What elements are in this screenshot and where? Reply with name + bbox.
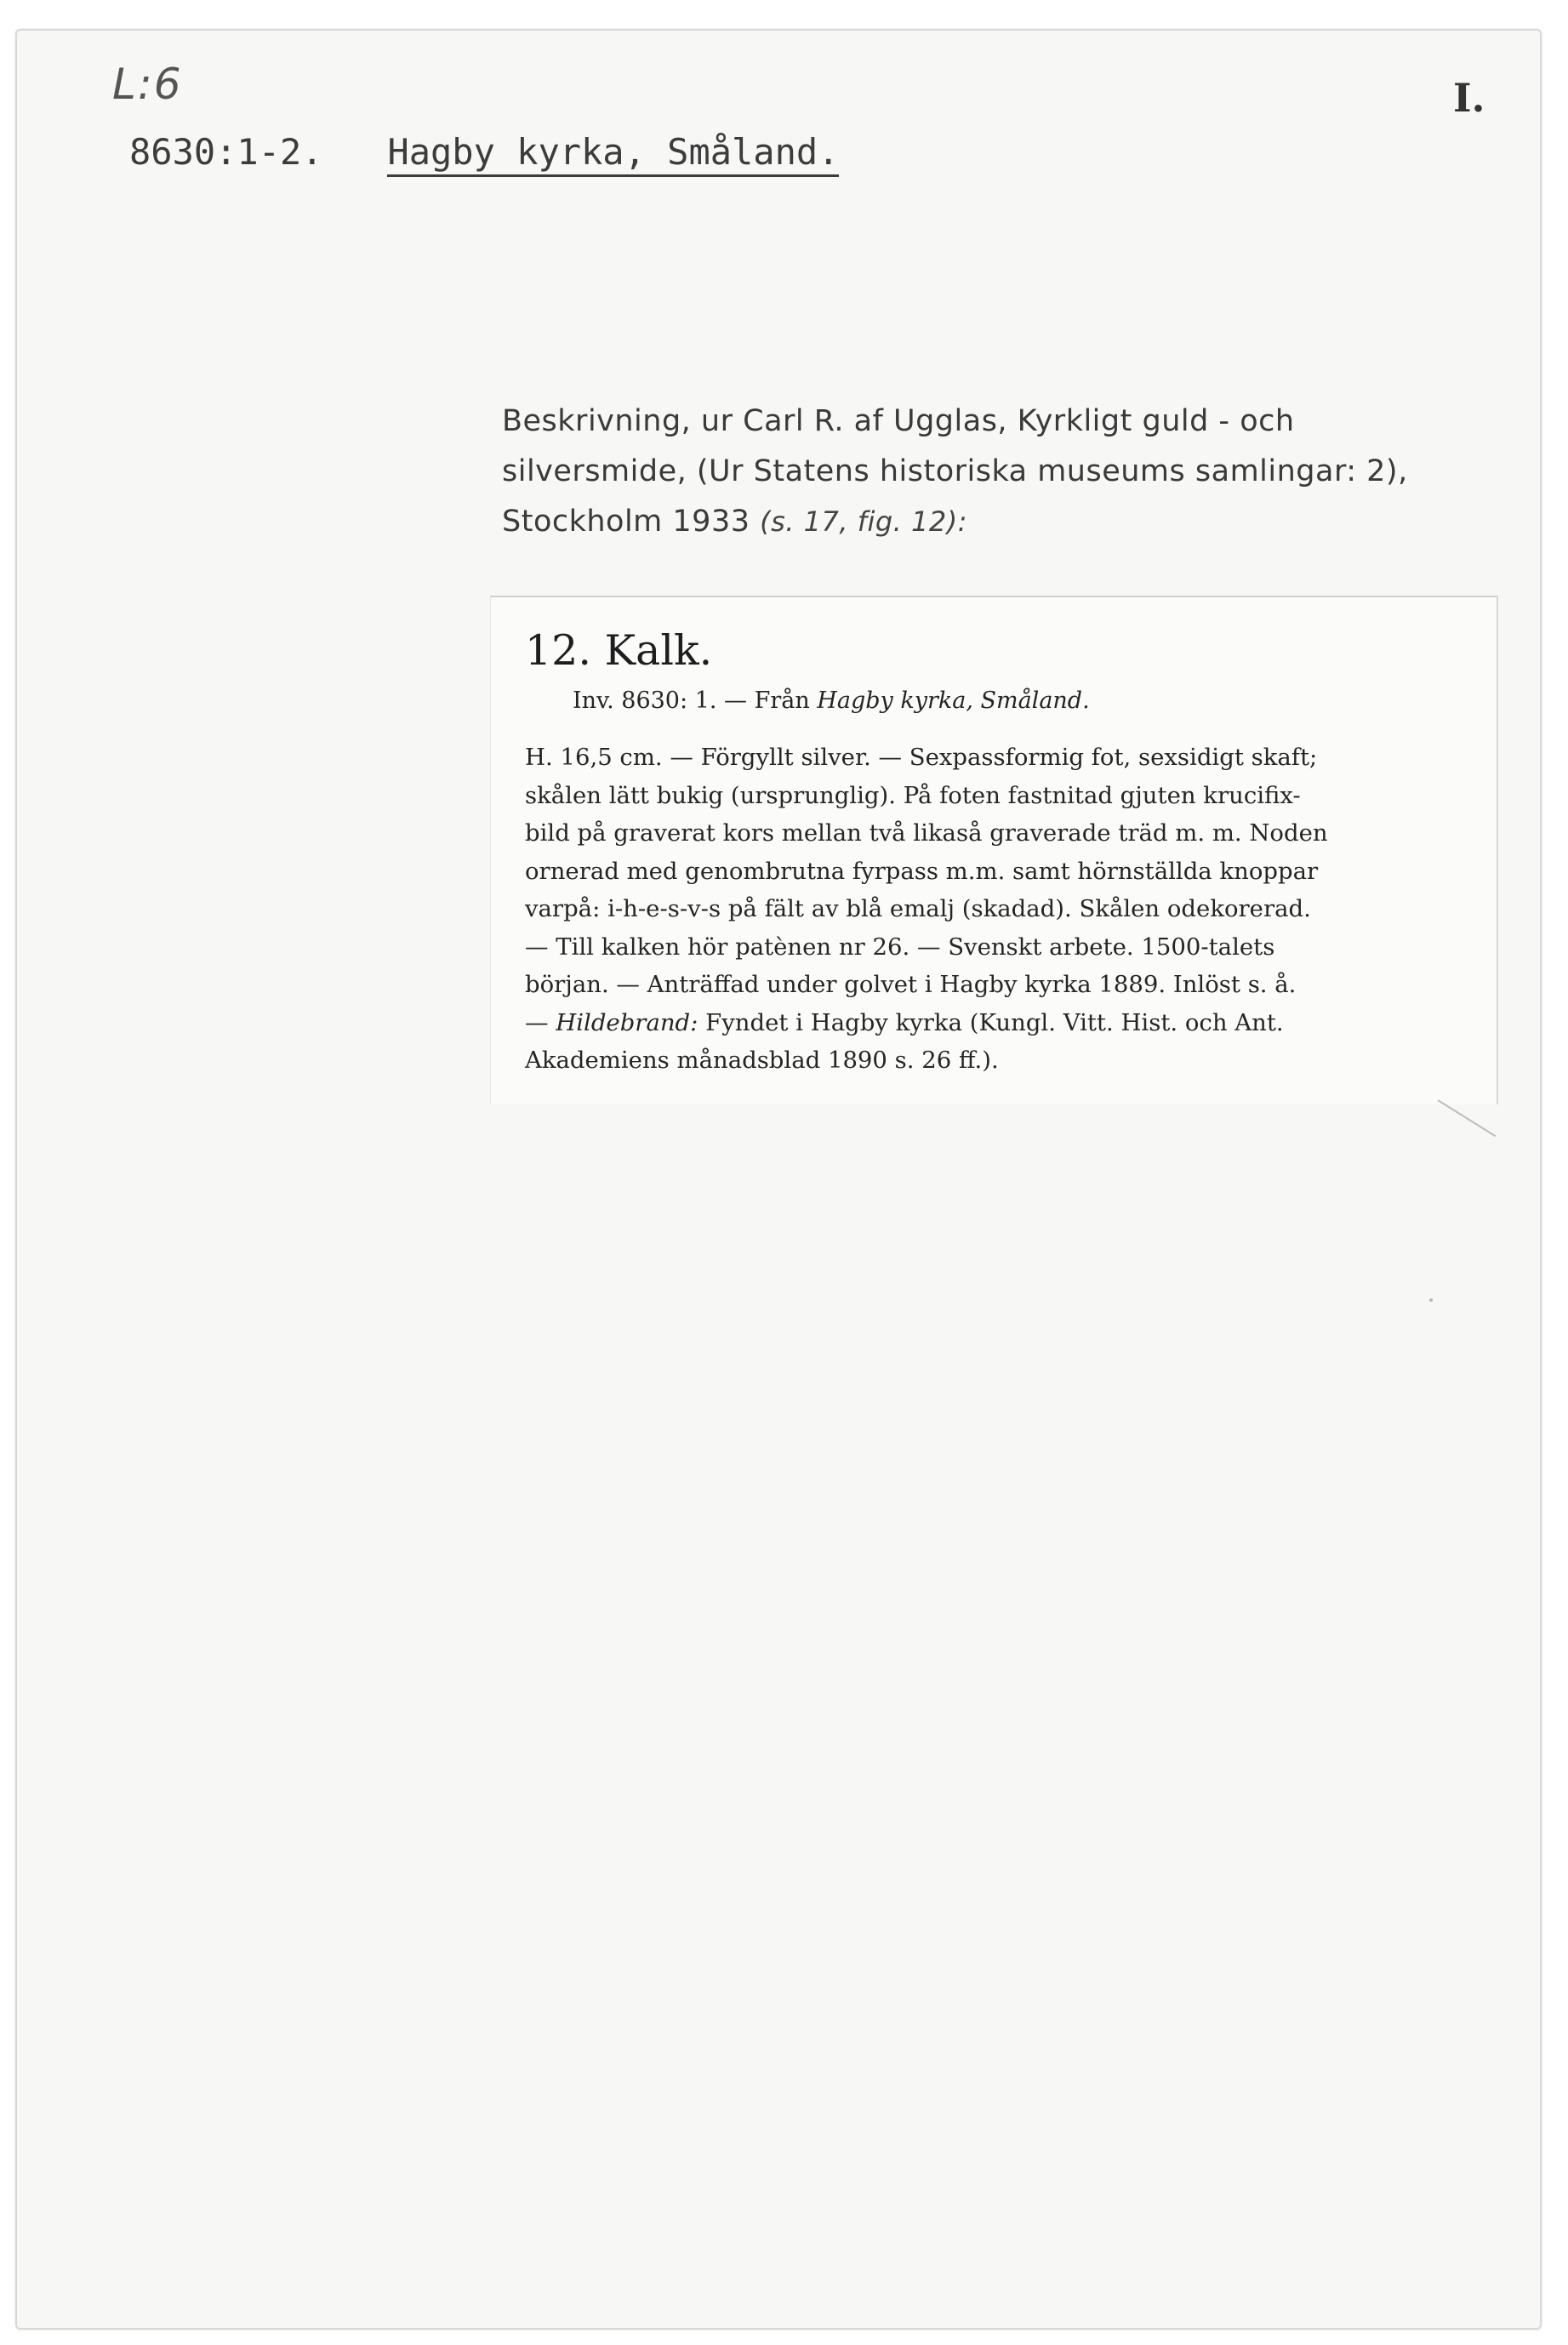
inventory-place: Hagby kyrka, Småland. [817, 688, 1090, 714]
reference-author: Hildebrand: [556, 1008, 698, 1036]
archive-card [15, 29, 1542, 2330]
body-line: — Till kalken hör patènen nr 26. — Svenskt arbete. 1500-talets [525, 933, 1275, 961]
card-title: Hagby kyrka, Småland. [387, 131, 839, 177]
source-line-last [502, 497, 1489, 547]
source-line: Beskrivning, ur Carl R. af Ugglas, Kyrkligt guld - och [502, 404, 1295, 438]
handwritten-page-note: (s. 17, fig. 12): [760, 505, 967, 538]
source-line: silversmide, (Ur Statens historiska museums samlingar: 2), [502, 454, 1408, 488]
body-line: H. 16,5 cm. — Förgyllt silver. — Sexpassformig fot, sexsidigt skaft; [525, 744, 1318, 771]
source-reference [502, 397, 1489, 547]
body-line: ornerad med genombrutna fyrpass m.m. samt hörnställda knoppar [525, 857, 1319, 885]
paper-speck [1429, 1298, 1433, 1302]
card-header [129, 131, 839, 173]
body-line: varpå: i-h-e-s-v-s på fält av blå emalj (skadad). Skålen odekorerad. [525, 895, 1311, 922]
body-line-final: Akademiens månadsblad 1890 s. 26 ff.). [525, 1047, 999, 1074]
clipping-inventory-line [573, 688, 1090, 714]
reference-dash: — [525, 1008, 556, 1036]
inventory-prefix: Inv. 8630: 1. — Från [573, 688, 818, 714]
body-line: början. — Anträffad under golvet i Hagby kyrka 1889. Inlöst s. å. [525, 971, 1297, 998]
body-line: skålen lätt bukig (ursprunglig). På foten fastnitad gjuten krucifix- [525, 781, 1301, 809]
body-line-reference [525, 1004, 1469, 1042]
handwritten-shelfmark: L:6 [112, 60, 183, 109]
page-number: I. [1453, 75, 1485, 121]
body-line: bild på graverat kors mellan två likaså graverade träd m. m. Noden [525, 819, 1328, 847]
clipping-body [525, 739, 1469, 1080]
source-line: Stockholm 1933 [502, 505, 750, 539]
catalogue-clipping [490, 596, 1498, 1104]
inventory-number: 8630:1-2. [129, 131, 323, 173]
paper-crease [1437, 1099, 1496, 1137]
clipping-heading: 12. Kalk. [525, 626, 713, 675]
reference-text: Fyndet i Hagby kyrka (Kungl. Vitt. Hist. och Ant. [698, 1008, 1284, 1036]
